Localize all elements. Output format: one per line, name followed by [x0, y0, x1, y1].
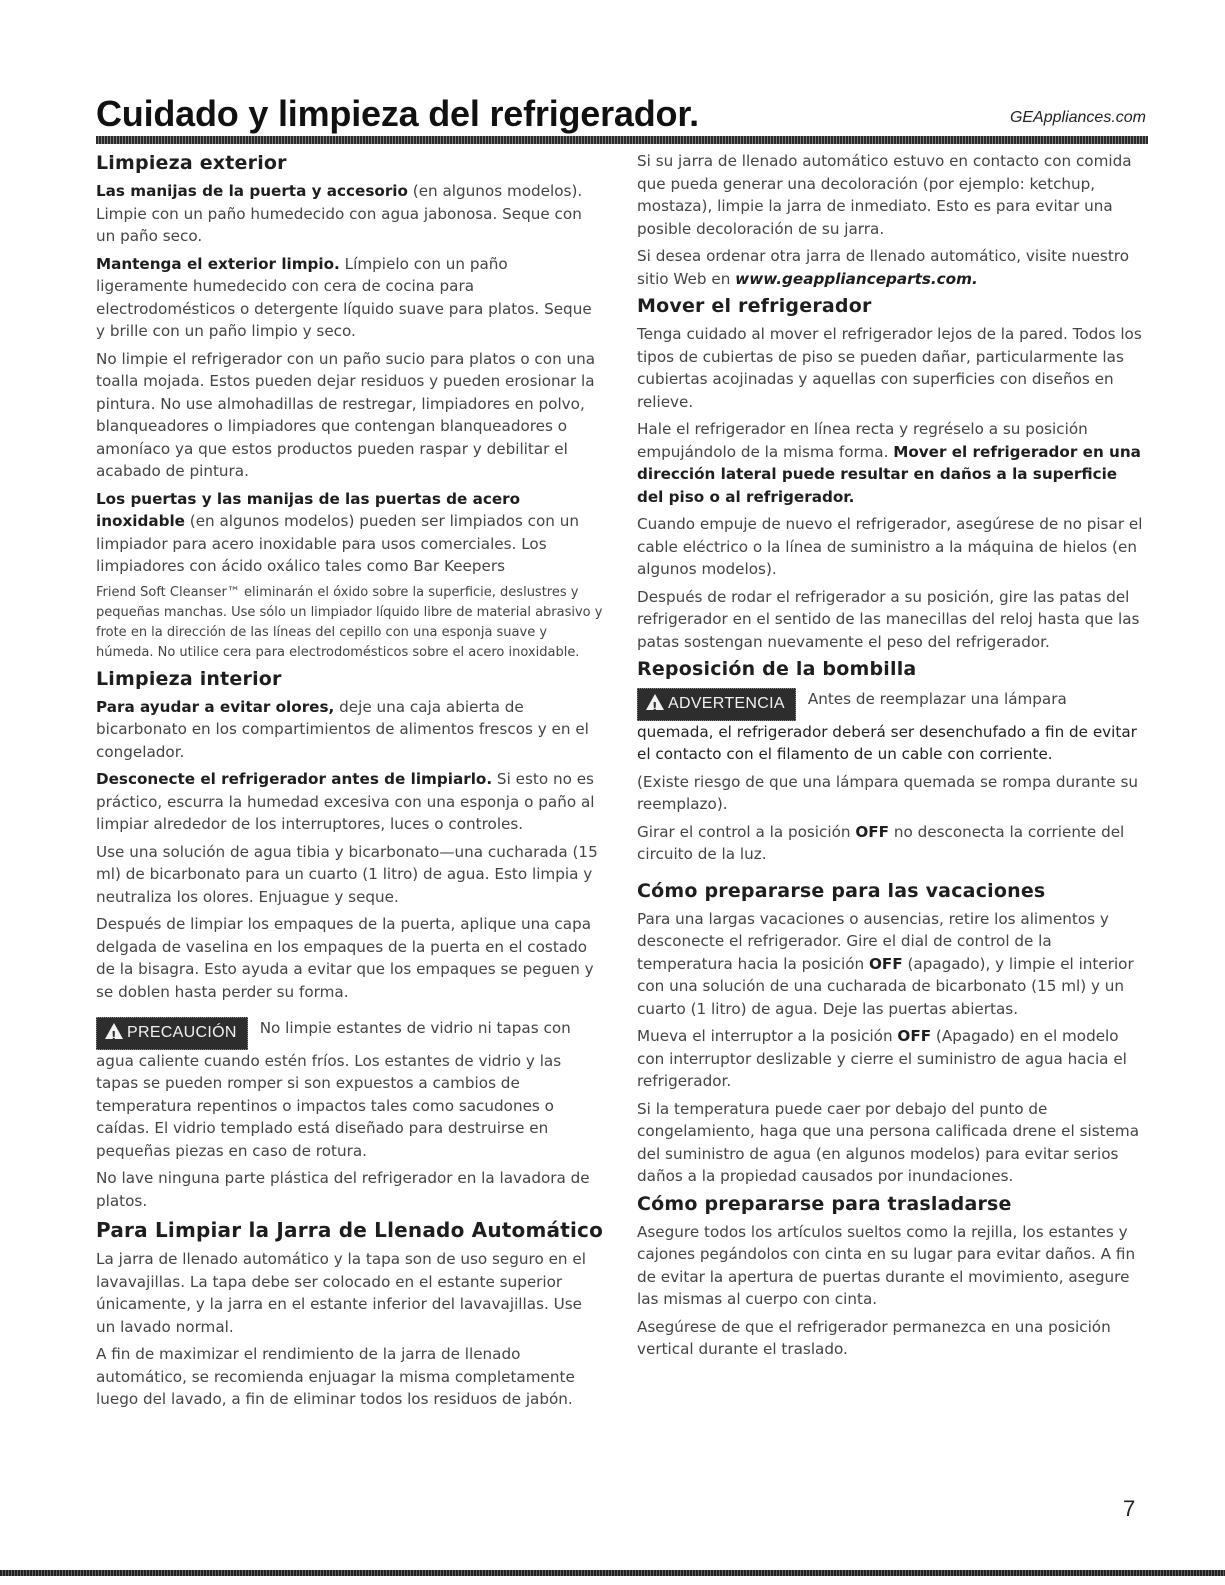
- gaskets-paragraph: Después de limpiar los empaques de la puerta, aplique una capa delgada de vaselina en los empaques de la puerta en el costado de la bisagra. Esto ayuda a evitar que los empaques se peguen y se doblen hasta perder su forma.: [96, 915, 594, 1001]
- handles-paragraph: Las manijas de la puerta y accesorio (en algunos modelos). Limpie con un paño humedecido con agua jabonosa. Seque con un paño seco.: [96, 182, 583, 245]
- stainless-small-paragraph: Friend Soft Cleanser™ eliminarán el óxido sobre la superficie, deslustres y pequeñas manchas. Use sólo un limpiador líquido libre de material abrasivo y frote en la dirección de las líneas del cepillo con una esponja suave y húmeda. No utilice cera para electrodomésticos sobre el acero inoxidable.: [96, 584, 603, 660]
- secure-paragraph: Asegure todos los artículos sueltos como la rejilla, los estantes y cajones pegándolos con cinta en su lugar para evitar daños. A fin de evitar la apertura de puertas durante el movimiento, asegure las mismas al cuerpo con cinta.: [637, 1222, 1136, 1308]
- pitcher-paragraph: La jarra de llenado automático y la tapa son de uso seguro en el lavavajillas. La tapa debe ser colocado en el estante superior únicamente, y la jarra en el estante inferior del lavavajillas. Use un lavado normal.: [96, 1250, 586, 1336]
- odor-paragraph: Para ayudar a evitar olores, deje una caja abierta de bicarbonato en los compartimientos de alimentos frescos y en el congelador.: [96, 697, 589, 761]
- bulb-heading: Reposición de la bombilla: [637, 658, 917, 680]
- caution-paragraph: !PRECAUCIÓN No limpie estantes de vidrio ni tapas con agua caliente cuando estén fríos. Los estantes de vidrio y las tapas se pueden romper si son expuestos a cambios de temperatura repentinos o impactos tales como sacudones o caídas. El vidrio templado está diseñado para destruirse en pequeñas piezas en caso de rotura.: [96, 1017, 604, 1162]
- move-paragraph: Tenga cuidado al mover el refrigerador lejos de la pared. Todos los tipos de cubiertas de piso se pueden dañar, particularmente las cubiertas acojinadas y aquellas con superficies con diseños en relieve.: [637, 325, 1142, 411]
- stainless-paragraph: Los puertas y las manijas de las puertas de acero inoxidable (en algunos modelos) pueden ser limpiados con un limpiador para acero inoxidable para usos comerciales. Los limpiadores con ácido oxálico tales como Bar Keepers: [96, 489, 579, 575]
- upright-paragraph: Asegúrese de que el refrigerador permanezca en una posición vertical durante el traslado.: [637, 1317, 1111, 1358]
- footer-rule: [0, 1570, 1225, 1576]
- roll-paragraph: Después de rodar el refrigerador a su posición, gire las patas del refrigerador en el sentido de las manecillas del reloj hasta que las patas sostengan nuevamente el peso del refrigerador.: [637, 587, 1140, 651]
- pull-paragraph: Hale el refrigerador en línea recta y regréselo a su posición empujándolo de la misma forma. Mover el refrigerador en una dirección lateral puede resultar en daños a la superficie del piso o al refrigerador.: [637, 420, 1141, 506]
- unplug-paragraph: Desconecte el refrigerador antes de limpiarlo. Si esto no es práctico, escurra la humedad excesiva con una esponja o paño al limpiar alrededor de los interruptores, luces o controles.: [96, 770, 595, 833]
- left-column: [96, 150, 604, 1416]
- off-paragraph: Girar el control a la posición OFF no desconecta la corriente del circuito de la luz.: [637, 822, 1125, 863]
- header-rule: [96, 136, 1148, 144]
- move-heading: Mover el refrigerador: [637, 295, 872, 317]
- interior-heading: Limpieza interior: [96, 667, 282, 690]
- warning-triangle-icon: [105, 1023, 123, 1039]
- warning-paragraph: !ADVERTENCIA Antes de reemplazar una lámpara quemada, el refrigerador deberá ser desenchufado a fin de evitar el contacto con el filamento de un cable con corriente.: [637, 688, 1147, 766]
- warning-note-paragraph: (Existe riesgo de que una lámpara quemada se rompa durante su reemplazo).: [637, 772, 1138, 813]
- rinse-paragraph: A fin de maximizar el rendimiento de la jarra de llenado automático, se recomienda enjuagar la misma completamente luego del lavado, a fin de eliminar todos los residuos de jabón.: [96, 1345, 575, 1408]
- push-paragraph: Cuando empuje de nuevo el refrigerador, asegúrese de no pisar el cable eléctrico o la línea de suministro a la máquina de hielos (en algunos modelos).: [637, 515, 1143, 578]
- warning-badge: !ADVERTENCIA: [637, 688, 796, 721]
- vacation-heading: Cómo prepararse para las vacaciones: [637, 879, 1046, 902]
- caution-badge: !PRECAUCIÓN: [96, 1017, 248, 1050]
- warning-triangle-icon: [646, 694, 664, 710]
- contact-paragraph: Si su jarra de llenado automático estuvo en contacto con comida que pueda generar una decoloración (por ejemplo: ketchup, mostaza), limpie la jarra de inmediato. Esto es para evitar una posible decoloración de su jarra.: [637, 152, 1132, 238]
- exterior-heading: Limpieza exterior: [96, 152, 287, 174]
- dishwasher-paragraph: No lave ninguna parte plástica del refrigerador en la lavadora de platos.: [96, 1169, 590, 1210]
- switch-paragraph: Mueva el interruptor a la posición OFF (Apagado) en el modelo con interruptor deslizable y cierre el suministro de agua hacia el refrigerador.: [637, 1027, 1127, 1090]
- freeze-paragraph: Si la temperatura puede caer por debajo del punto de congelamiento, haga que una persona calificada drene el sistema del suministro de agua (en algunos modelos) para evitar serios daños a la propiedad causados por inundaciones.: [637, 1099, 1140, 1185]
- keep-clean-paragraph: Mantenga el exterior limpio. Límpielo con un paño ligeramente humedecido con cera de cocina para electrodomésticos o detergente líquido suave para platos. Seque y brille con un paño limpio y seco.: [96, 254, 592, 340]
- right-column: [637, 150, 1147, 1366]
- dont-clean-paragraph: No limpie el refrigerador con un paño sucio para platos o con una toalla mojada. Estos pueden dejar residuos y pueden erosionar la pintura. No use almohadillas de restregar, limpiadores en polvo, blanqueadores o limpiadores que contengan blanqueadores o amoníaco ya que estos productos pueden raspar y debilitar el acabado de pintura.: [96, 349, 596, 480]
- pitcher-heading: Para Limpiar la Jarra de Llenado Automático: [96, 1218, 604, 1242]
- page-title: Cuidado y limpieza del refrigerador.: [96, 93, 699, 134]
- page-number: 7: [1123, 1496, 1136, 1521]
- moving-heading: Cómo prepararse para trasladarse: [637, 1192, 1012, 1215]
- website-label: GEAppliances.com: [1009, 109, 1146, 126]
- order-paragraph: Si desea ordenar otra jarra de llenado automático, visite nuestro sitio Web en www.geapplianceparts.com.: [637, 247, 1129, 288]
- solution-paragraph: Use una solución de agua tibia y bicarbonato—una cucharada (15 ml) de bicarbonato para un cuarto (1 litro) de agua. Esto limpia y neutraliza los olores. Enjuague y seque.: [96, 842, 598, 906]
- parts-website-link[interactable]: www.geapplianceparts.com.: [735, 269, 978, 288]
- vacation-paragraph: Para una largas vacaciones o ausencias, retire los alimentos y desconecte el refrigerador. Gire el dial de control de la temperatura hacia la posición OFF (apagado), y limpie el interior con una solución de una cucharada de bicarbonato (15 ml) y un cuarto (1 litro) de agua. Deje las puertas abiertas.: [637, 909, 1134, 1018]
